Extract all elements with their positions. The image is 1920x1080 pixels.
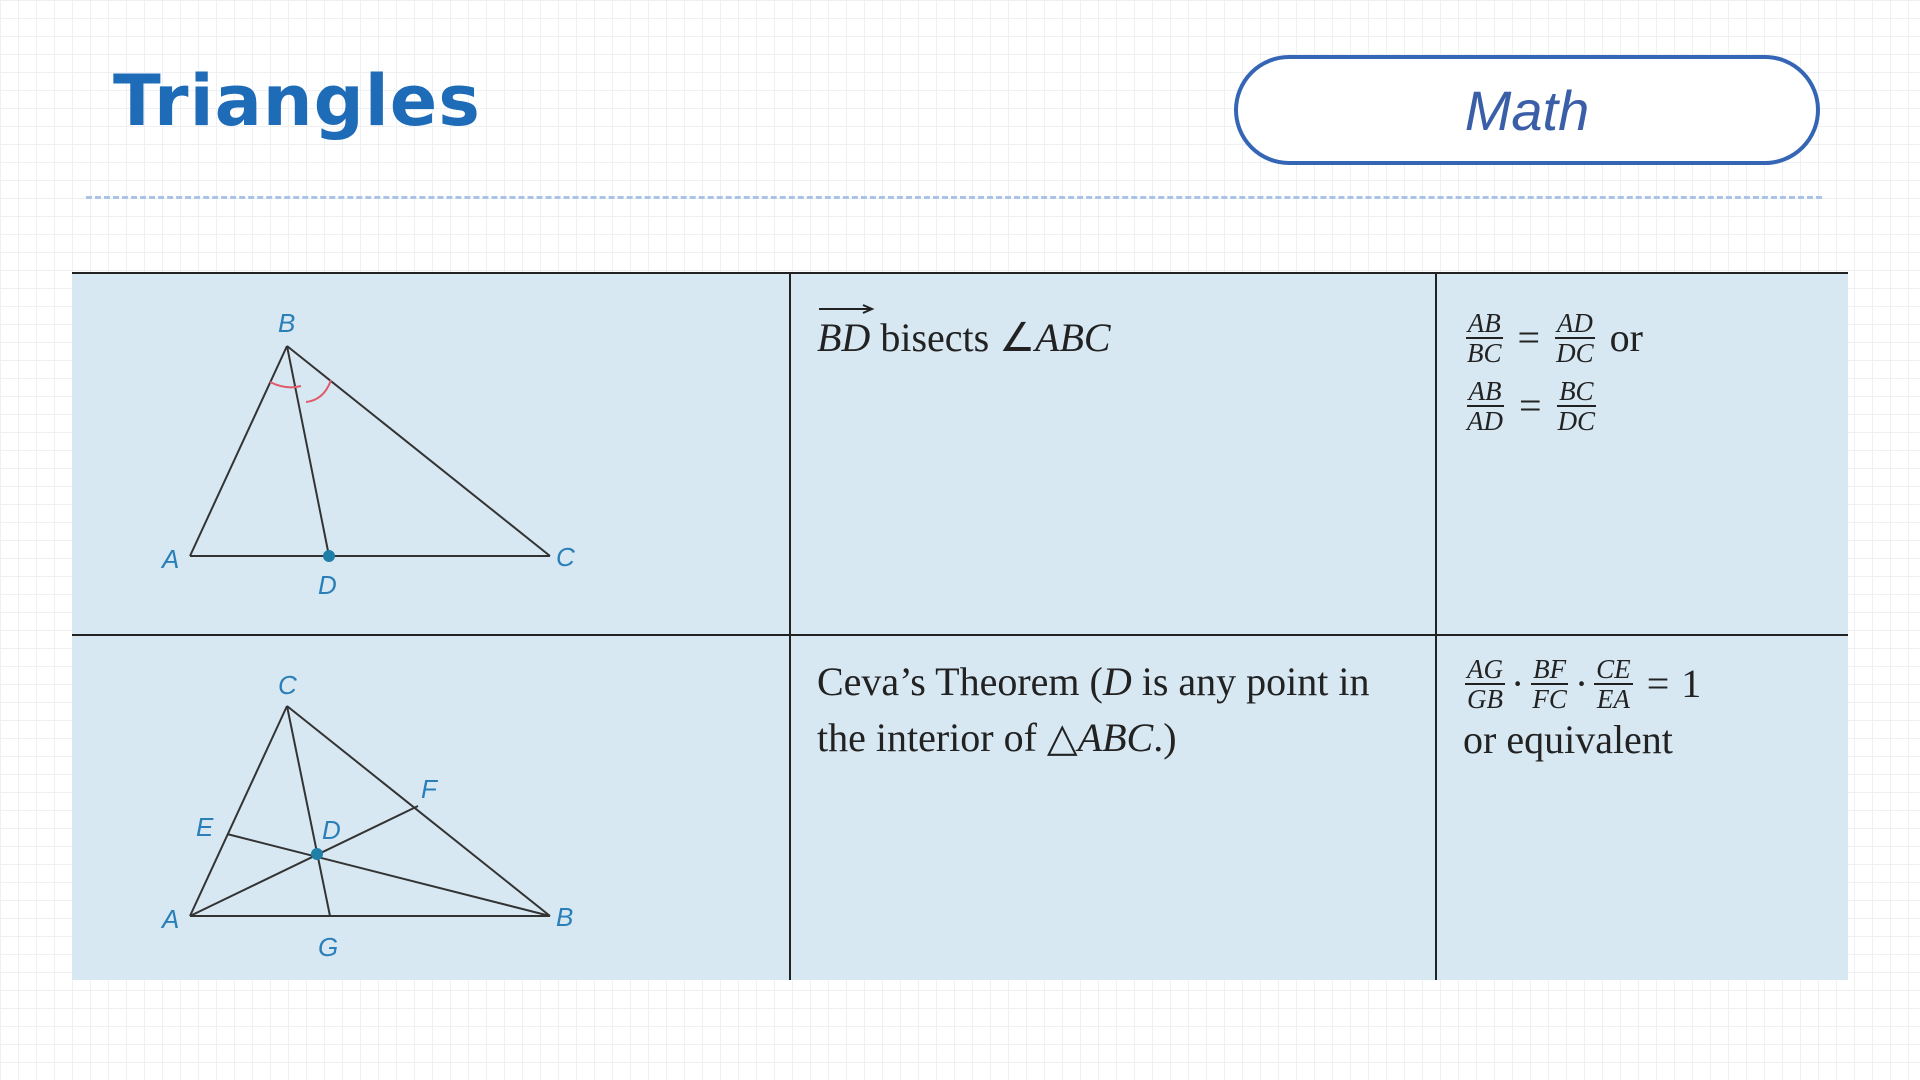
table-row — [72, 636, 1848, 980]
table-row — [72, 274, 1848, 636]
theorem-table — [72, 272, 1848, 980]
statement-ceva — [817, 654, 1370, 766]
ray-bd: BD — [817, 310, 870, 366]
cevian-cg — [287, 706, 330, 916]
label-b: B — [556, 902, 574, 932]
label-g: G — [318, 932, 339, 962]
subject-label: Math — [1464, 78, 1590, 142]
label-e: E — [196, 812, 214, 842]
label-f: F — [421, 774, 437, 804]
cevian-af — [190, 806, 418, 916]
fraction: $\frac{BF}{FC}$ — [1532, 654, 1567, 714]
fraction: $\frac{AG}{GB}$ — [1467, 654, 1503, 714]
fraction: $\frac{BC}{DC}$ — [1557, 376, 1596, 436]
header-divider — [86, 196, 1822, 199]
page-title: Triangles — [113, 60, 481, 142]
label-a: A — [162, 544, 180, 574]
column-divider — [1435, 274, 1437, 980]
ceva-figure — [72, 636, 789, 980]
statement-line-1: Ceva’s Theorem (D is any point in — [817, 659, 1370, 704]
fraction: $\frac{CE}{EA}$ — [1596, 654, 1631, 714]
subject-badge — [1234, 55, 1820, 165]
label-b: B — [278, 308, 296, 338]
side-cb — [287, 706, 550, 916]
side-bc — [287, 346, 550, 556]
ratio-line-1: $\frac{AB}{BC}$ = $\frac{AD}{DC}$ or — [1467, 308, 1643, 368]
result-bisector — [1463, 304, 1643, 440]
angle-bisector-figure — [72, 274, 789, 634]
ray-arrow-icon — [817, 304, 875, 314]
label-d: D — [322, 815, 341, 845]
ceva-product-line: $\frac{AG}{GB}$ · $\frac{BF}{FC}$ · $\frac{CE}{EA}$ = 1 — [1467, 654, 1702, 714]
label-a: A — [162, 904, 180, 934]
label-d: D — [318, 570, 337, 600]
bisector-bd — [287, 346, 329, 556]
label-c: C — [556, 542, 575, 572]
label-c: C — [278, 670, 297, 700]
statement-bisector: BD bisects ∠ABC — [817, 310, 1111, 366]
angle-mark-1 — [270, 382, 301, 387]
column-divider — [789, 274, 791, 980]
result-ceva — [1463, 650, 1701, 762]
fraction: $\frac{AD}{DC}$ — [1556, 308, 1594, 368]
ratio-line-2: $\frac{AB}{AD}$ = $\frac{BC}{DC}$ — [1467, 376, 1596, 436]
point-d — [311, 848, 323, 860]
point-d — [323, 550, 335, 562]
statement-line-2: the interior of △ABC.) — [817, 715, 1177, 760]
side-ab — [190, 346, 287, 556]
fraction: $\frac{AB}{BC}$ — [1467, 308, 1502, 368]
side-ca — [190, 706, 287, 916]
ceva-note: or equivalent — [1463, 717, 1673, 762]
fraction: $\frac{AB}{AD}$ — [1467, 376, 1503, 436]
angle-mark-2 — [306, 380, 331, 402]
